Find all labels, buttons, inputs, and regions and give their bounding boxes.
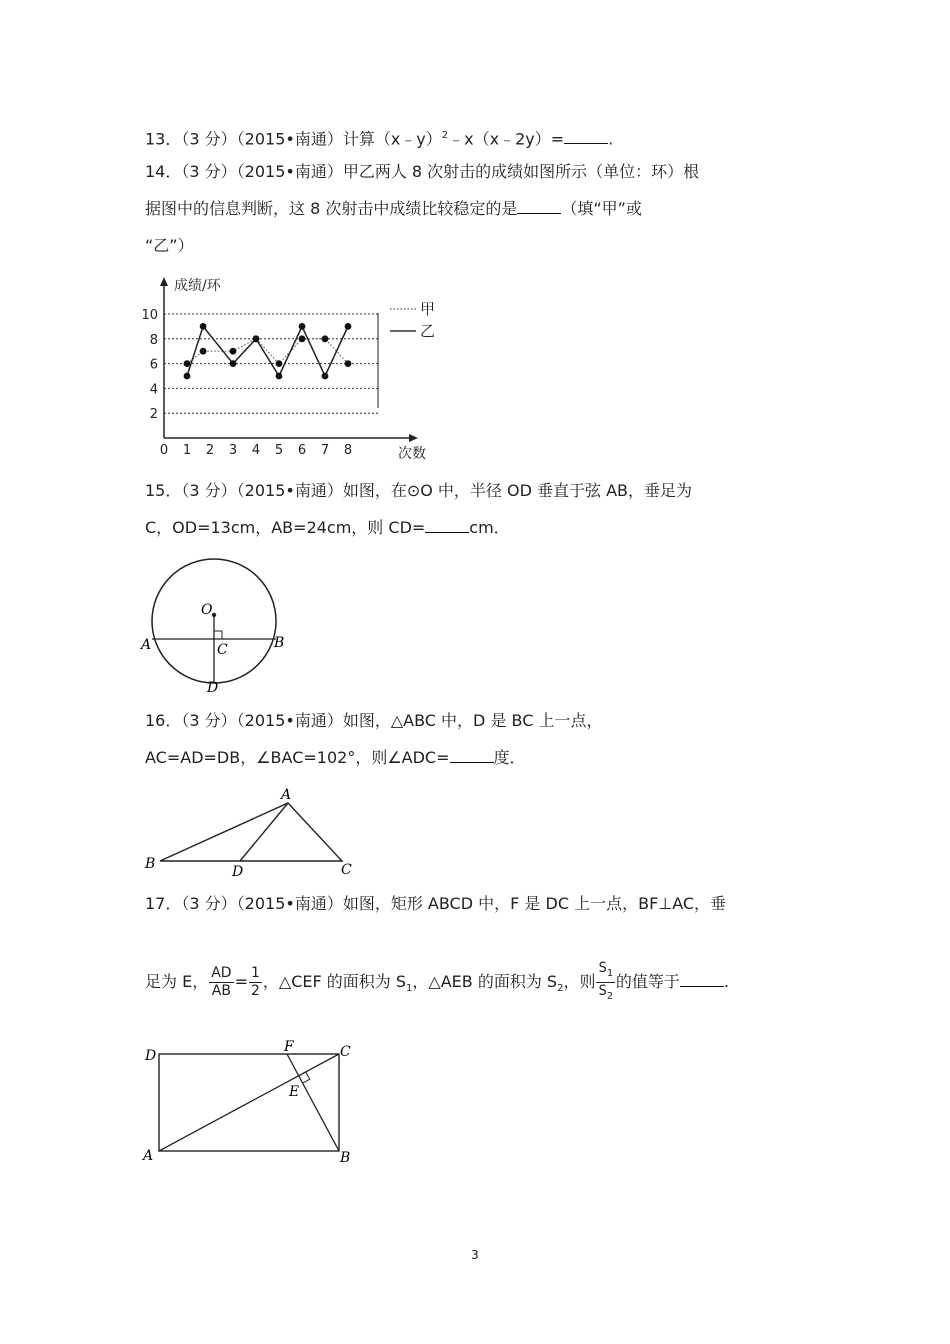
question-15-line1 (145, 479, 692, 503)
fraction-s1-s2 (596, 960, 614, 1005)
q14-number: 14． (145, 162, 182, 181)
fraction-half-denominator: 2 (250, 983, 260, 999)
fraction-ad-ab (209, 965, 233, 1000)
right-angle-mark (303, 1072, 310, 1083)
fraction-one-half (249, 965, 262, 1000)
q17-sub2: 2 (557, 983, 564, 995)
q17-text-line2c: ，△AEB 的面积为 S (412, 972, 558, 991)
fraction-s2-letter: S (598, 983, 607, 999)
label-e: E (289, 1084, 300, 1100)
q14-source: （2015•南通） (236, 162, 343, 181)
data-point-jia-8 (345, 360, 352, 367)
shooting-scores-chart (140, 274, 440, 464)
question-15-line2 (145, 516, 510, 540)
data-point-yi-1 (184, 373, 191, 380)
q17-answer-blank (680, 970, 724, 987)
question-14-line1 (145, 160, 699, 184)
data-point-yi-2 (200, 323, 207, 330)
data-point-yi-6 (299, 323, 306, 330)
question-14-line3 (145, 234, 194, 258)
q13-number: 13． (145, 129, 182, 149)
x-tick-label-1: 1 (182, 443, 192, 458)
question-14-line2 (145, 197, 642, 221)
chart-x-label: 次数 (398, 446, 426, 462)
q17-text-line2b: ，△CEF 的面积为 S (262, 972, 407, 991)
q14-text-line3: “乙”） (145, 236, 194, 255)
fraction-ad-numerator: AD (211, 965, 232, 981)
series-line-jia (187, 339, 348, 364)
label-o: O (201, 602, 213, 618)
q13-end: . (608, 129, 614, 149)
label-a: A (281, 787, 292, 803)
q13-source: （2015•南通） (236, 129, 343, 149)
triangle-abc (160, 803, 342, 861)
q15-text-line2: C，OD=13cm，AB=24cm，则 CD= (145, 518, 426, 537)
y-tick-label-2: 2 (149, 407, 158, 423)
data-point-yi-7 (322, 373, 329, 380)
x-axis-arrow (409, 434, 418, 442)
q14-text-line1: 甲乙两人 8 次射击的成绩如图所示（单位：环）根 (342, 162, 700, 181)
q16-text-line2b: 度． (493, 748, 526, 767)
data-point-yi-3 (230, 360, 237, 367)
data-point-yi-8 (345, 323, 352, 330)
data-point-yi-4 (253, 335, 260, 342)
diagonal-ac (159, 1054, 339, 1151)
label-a: A (141, 637, 152, 653)
label-f: F (284, 1040, 294, 1055)
label-c: C (341, 862, 352, 878)
y-tick-label-10: 10 (141, 308, 158, 323)
data-point-jia-3 (230, 348, 237, 355)
q17-equals: = (234, 972, 248, 991)
q17-text-line2d: ，则 (563, 972, 596, 991)
legend-yi-label: 乙 (420, 322, 436, 340)
q16-score: （3 分） (181, 711, 237, 730)
q13-score: （3 分） (181, 129, 237, 149)
q17-number: 17． (145, 894, 182, 913)
x-tick-label-4: 4 (251, 443, 261, 458)
x-tick-label-6: 6 (297, 443, 307, 458)
q17-source: （2015•南通） (236, 894, 343, 913)
legend-jia-label: 甲 (420, 300, 436, 318)
label-c: C (217, 642, 228, 658)
x-tick-label-5: 5 (274, 443, 284, 458)
label-c: C (340, 1044, 351, 1060)
q13-text2: ﹣x（x﹣2y）= (448, 129, 565, 149)
q16-number: 16． (145, 711, 182, 730)
label-a: A (143, 1148, 154, 1164)
fraction-s2 (596, 983, 614, 1005)
q14-score: （3 分） (181, 162, 237, 181)
question-16-line1 (145, 709, 602, 733)
label-d: D (145, 1048, 157, 1064)
q15-answer-blank (425, 516, 469, 533)
q14-answer-blank (517, 197, 561, 214)
q17-text-line2e: 的值等于 (615, 972, 680, 991)
q15-text-line2b: cm． (469, 518, 510, 537)
q16-source: （2015•南通） (236, 711, 343, 730)
q17-score: （3 分） (181, 894, 237, 913)
q14-text-line2b: （填“甲”或 (561, 199, 642, 218)
q15-text-line1: 如图，在⊙O 中，半径 OD 垂直于弦 AB，垂足为 (342, 481, 693, 500)
triangle-figure (140, 783, 360, 883)
question-17-line2 (145, 960, 729, 1011)
x-tick-label-3: 3 (228, 443, 238, 458)
q16-text-line1: 如图，△ABC 中，D 是 BC 上一点， (342, 711, 603, 730)
x-tick-label-7: 7 (320, 443, 330, 458)
q14-text-line2: 据图中的信息判断，这 8 次射击中成绩比较稳定的是 (145, 199, 518, 218)
q13-answer-blank (564, 127, 608, 144)
fraction-half-numerator: 1 (250, 965, 260, 981)
q13-text: 计算（x﹣y） (342, 129, 442, 149)
x-tick-label-0: 0 (159, 443, 169, 458)
q17-sub1: 1 (406, 983, 413, 995)
question-17-line1 (145, 892, 726, 916)
q17-end: . (723, 972, 730, 991)
q15-score: （3 分） (181, 481, 237, 500)
label-b: B (274, 635, 285, 651)
q15-number: 15． (145, 481, 182, 500)
data-point-jia-7 (322, 335, 329, 342)
fraction-ab-denominator: AB (211, 983, 231, 999)
fraction-s1-sub: 1 (606, 968, 613, 979)
label-d: D (232, 864, 244, 880)
rectangle-figure (138, 1040, 368, 1172)
fraction-s1-letter: S (598, 960, 607, 977)
y-axis-arrow (160, 277, 168, 286)
circle-figure (138, 553, 308, 698)
q16-text-line2: AC=AD=DB，∠BAC=102°，则∠ADC= (145, 748, 450, 767)
page-number: 3 (471, 1248, 479, 1262)
data-point-jia-2 (200, 348, 207, 355)
y-tick-label-4: 4 (149, 382, 158, 398)
q16-answer-blank (450, 746, 494, 763)
q13-exponent: 2 (441, 130, 449, 141)
y-tick-label-6: 6 (149, 357, 158, 373)
segment-ad (240, 803, 288, 861)
data-point-jia-1 (184, 360, 191, 367)
question-13 (145, 124, 613, 151)
data-point-yi-5 (276, 373, 283, 380)
y-tick-label-8: 8 (149, 332, 158, 348)
x-tick-label-8: 8 (343, 443, 353, 458)
right-angle-mark (214, 631, 222, 639)
q15-source: （2015•南通） (236, 481, 343, 500)
data-point-jia-6 (299, 335, 306, 342)
q17-text-line2a: 足为 E， (145, 972, 209, 991)
fraction-s2-sub: 2 (606, 990, 613, 1002)
q17-text-line1: 如图，矩形 ABCD 中，F 是 DC 上一点，BF⊥AC，垂 (342, 894, 727, 913)
label-d: D (207, 680, 219, 696)
question-16-line2 (145, 746, 526, 770)
chart-y-label: 成绩/环 (174, 278, 221, 294)
label-b: B (340, 1150, 351, 1166)
fraction-s1 (596, 960, 614, 983)
data-point-jia-5 (276, 360, 283, 367)
x-tick-label-2: 2 (205, 443, 215, 458)
label-b: B (145, 856, 156, 872)
